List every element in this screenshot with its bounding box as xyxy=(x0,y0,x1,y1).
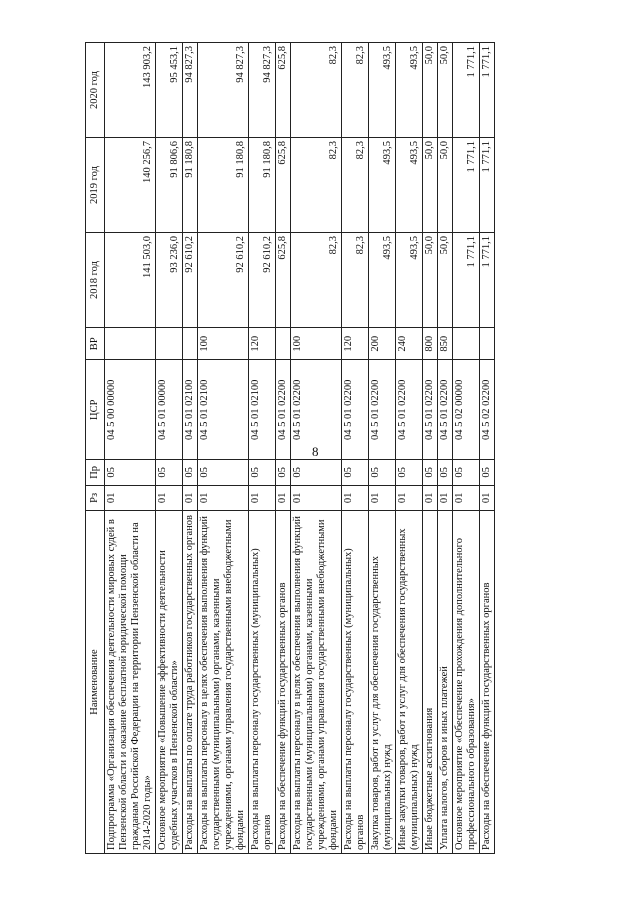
cell-2020: 143 903,2 xyxy=(105,43,156,138)
cell-pr: 05 xyxy=(291,460,342,485)
cell-2020: 94 827,3 xyxy=(183,43,198,138)
cell-2019: 91 180,8 xyxy=(249,138,276,233)
cell-rz: 01 xyxy=(453,485,480,510)
cell-2018: 92 610,2 xyxy=(183,233,198,328)
cell-vr: 120 xyxy=(342,328,369,360)
cell-rz: 01 xyxy=(291,485,342,510)
table-row xyxy=(396,43,423,854)
cell-2019: 140 256,7 xyxy=(105,138,156,233)
table-row xyxy=(105,43,156,854)
cell-2019: 91 806,6 xyxy=(156,138,183,233)
cell-2018: 141 503,0 xyxy=(105,233,156,328)
cell-name: Расходы на выплаты персоналу государственных (муниципальных) органов xyxy=(342,511,369,854)
cell-name: Подпрограмма «Организация обеспечения деятельности мировых судей в Пензенской области и оказание бесплатной юридической помощи гражданам Российской Федерации на территории Пензенской области на 2014-2020 годы» xyxy=(105,511,156,854)
cell-vr: 100 xyxy=(198,328,249,360)
table-row xyxy=(183,43,198,854)
cell-2019: 82,3 xyxy=(342,138,369,233)
cell-rz: 01 xyxy=(396,485,423,510)
cell-2019: 1 771,1 xyxy=(480,138,495,233)
cell-pr: 05 xyxy=(342,460,369,485)
cell-2018: 92 610,2 xyxy=(249,233,276,328)
cell-vr: 850 xyxy=(438,328,453,360)
cell-2018: 625,8 xyxy=(276,233,291,328)
cell-2020: 82,3 xyxy=(291,43,342,138)
table-row xyxy=(369,43,396,854)
table-body xyxy=(105,43,495,854)
table-row xyxy=(423,43,438,854)
cell-2020: 493,5 xyxy=(396,43,423,138)
table-row xyxy=(291,43,342,854)
cell-rz: 01 xyxy=(249,485,276,510)
cell-name: Расходы на выплаты персоналу в целях обеспечения выполнения функций государственными (муниципальными) органами, казенными учреждениями, органами управления государственными внебюджетными фондами xyxy=(198,511,249,854)
cell-pr: 05 xyxy=(369,460,396,485)
cell-2020: 94 827,3 xyxy=(198,43,249,138)
table-row xyxy=(249,43,276,854)
cell-pr: 05 xyxy=(453,460,480,485)
cell-csr: 04 5 01 02200 xyxy=(423,360,438,460)
cell-name: Расходы на обеспечение функций государственных органов xyxy=(276,511,291,854)
rotated-table-frame xyxy=(85,42,555,854)
cell-2019: 1 771,1 xyxy=(453,138,480,233)
cell-rz: 01 xyxy=(369,485,396,510)
cell-vr: 240 xyxy=(396,328,423,360)
cell-name: Расходы на выплаты персоналу в целях обеспечения выполнения функций государственными (муниципальными) органами, казенными учреждениями, органами управления государственными внебюджетными фондами xyxy=(291,511,342,854)
table-row xyxy=(198,43,249,854)
header-name: Наименование xyxy=(86,511,105,854)
cell-2018: 493,5 xyxy=(396,233,423,328)
cell-rz: 01 xyxy=(183,485,198,510)
cell-rz: 01 xyxy=(438,485,453,510)
cell-vr: 800 xyxy=(423,328,438,360)
header-csr: ЦСР xyxy=(86,360,105,460)
cell-name: Уплата налогов, сборов и иных платежей xyxy=(438,511,453,854)
cell-pr: 05 xyxy=(480,460,495,485)
header-vr: ВР xyxy=(86,328,105,360)
cell-2019: 493,5 xyxy=(369,138,396,233)
cell-name: Иные бюджетные ассигнования xyxy=(423,511,438,854)
cell-vr xyxy=(156,328,183,360)
cell-rz: 01 xyxy=(480,485,495,510)
table-row xyxy=(276,43,291,854)
cell-csr: 04 5 02 00000 xyxy=(453,360,480,460)
table-row xyxy=(480,43,495,854)
cell-name: Основное мероприятие «Обеспечение прохождения дополнительного профессионального образования» xyxy=(453,511,480,854)
cell-vr: 120 xyxy=(249,328,276,360)
cell-2018: 92 610,2 xyxy=(198,233,249,328)
cell-2020: 493,5 xyxy=(369,43,396,138)
cell-vr xyxy=(453,328,480,360)
header-rz: Рз xyxy=(86,485,105,510)
cell-2018: 82,3 xyxy=(342,233,369,328)
cell-name: Расходы на обеспечение функций государственных органов xyxy=(480,511,495,854)
cell-csr: 04 5 01 02200 xyxy=(396,360,423,460)
cell-pr: 05 xyxy=(156,460,183,485)
cell-csr: 04 5 01 02200 xyxy=(369,360,396,460)
cell-csr: 04 5 00 00000 xyxy=(105,360,156,460)
table-row xyxy=(438,43,453,854)
cell-2020: 1 771,1 xyxy=(480,43,495,138)
cell-csr: 04 5 01 02200 xyxy=(276,360,291,460)
cell-vr xyxy=(183,328,198,360)
cell-csr: 04 5 01 02100 xyxy=(183,360,198,460)
cell-2019: 50,0 xyxy=(423,138,438,233)
cell-2018: 93 236,0 xyxy=(156,233,183,328)
cell-rz: 01 xyxy=(198,485,249,510)
header-pr: Пр xyxy=(86,460,105,485)
cell-name: Основное мероприятие «Повышение эффективности деятельности судебных участков в Пензенской области» xyxy=(156,511,183,854)
cell-2019: 91 180,8 xyxy=(198,138,249,233)
cell-csr: 04 5 01 02200 xyxy=(291,360,342,460)
cell-name: Закупка товаров, работ и услуг для обеспечения государственных (муниципальных) нужд xyxy=(369,511,396,854)
cell-pr: 05 xyxy=(105,460,156,485)
cell-2020: 625,8 xyxy=(276,43,291,138)
cell-2019: 625,8 xyxy=(276,138,291,233)
cell-rz: 01 xyxy=(105,485,156,510)
cell-2018: 50,0 xyxy=(423,233,438,328)
cell-2018: 493,5 xyxy=(369,233,396,328)
cell-pr: 05 xyxy=(249,460,276,485)
cell-2020: 82,3 xyxy=(342,43,369,138)
cell-name: Иные закупки товаров, работ и услуг для обеспечения государственных (муниципальных) нужд xyxy=(396,511,423,854)
cell-pr: 05 xyxy=(423,460,438,485)
table-row xyxy=(156,43,183,854)
cell-csr: 04 5 02 02200 xyxy=(480,360,495,460)
cell-2020: 95 453,1 xyxy=(156,43,183,138)
cell-2018: 50,0 xyxy=(438,233,453,328)
cell-rz: 01 xyxy=(423,485,438,510)
cell-vr xyxy=(105,328,156,360)
cell-pr: 05 xyxy=(396,460,423,485)
cell-name: Расходы на выплаты персоналу государственных (муниципальных) органов xyxy=(249,511,276,854)
cell-2018: 82,3 xyxy=(291,233,342,328)
cell-vr: 200 xyxy=(369,328,396,360)
cell-2020: 50,0 xyxy=(438,43,453,138)
cell-pr: 05 xyxy=(276,460,291,485)
cell-csr: 04 5 01 02200 xyxy=(438,360,453,460)
cell-vr xyxy=(276,328,291,360)
header-2020: 2020 год xyxy=(86,43,105,138)
cell-2020: 94 827,3 xyxy=(249,43,276,138)
cell-2019: 493,5 xyxy=(396,138,423,233)
cell-rz: 01 xyxy=(156,485,183,510)
cell-2020: 1 771,1 xyxy=(453,43,480,138)
cell-vr: 100 xyxy=(291,328,342,360)
cell-2018: 1 771,1 xyxy=(480,233,495,328)
table-header-row xyxy=(86,43,105,854)
cell-csr: 04 5 01 02200 xyxy=(342,360,369,460)
table-row xyxy=(342,43,369,854)
cell-2019: 82,3 xyxy=(291,138,342,233)
cell-2020: 50,0 xyxy=(423,43,438,138)
table-row xyxy=(453,43,480,854)
cell-2018: 1 771,1 xyxy=(453,233,480,328)
cell-name: Расходы на выплаты по оплате труда работников государственных органов xyxy=(183,511,198,854)
cell-rz: 01 xyxy=(342,485,369,510)
cell-2019: 50,0 xyxy=(438,138,453,233)
cell-vr xyxy=(480,328,495,360)
cell-rz: 01 xyxy=(276,485,291,510)
table-container xyxy=(85,42,555,854)
cell-csr: 04 5 01 02100 xyxy=(198,360,249,460)
cell-2019: 91 180,8 xyxy=(183,138,198,233)
cell-pr: 05 xyxy=(438,460,453,485)
header-2019: 2019 год xyxy=(86,138,105,233)
page-number: 8 xyxy=(312,444,319,459)
header-2018: 2018 год xyxy=(86,233,105,328)
cell-csr: 04 5 01 02100 xyxy=(249,360,276,460)
cell-csr: 04 5 01 00000 xyxy=(156,360,183,460)
cell-pr: 05 xyxy=(198,460,249,485)
cell-pr: 05 xyxy=(183,460,198,485)
budget-table xyxy=(85,42,495,854)
